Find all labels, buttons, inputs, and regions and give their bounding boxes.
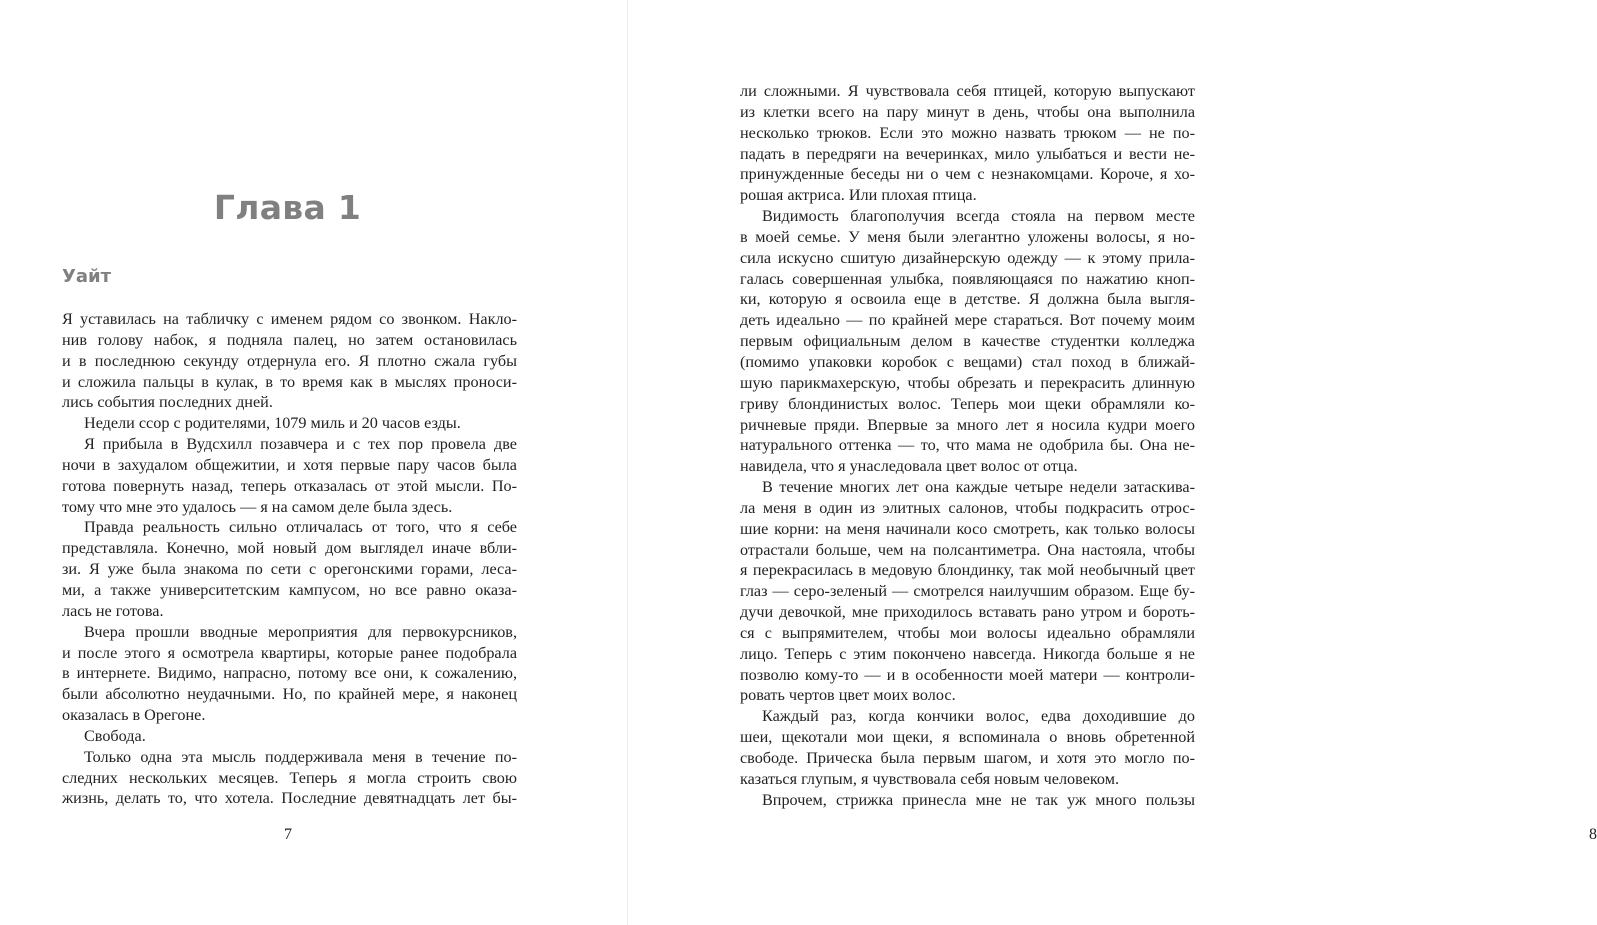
left-page: [0, 0, 627, 925]
text-line: следних нескольких месяцев. Теперь я могла строить свою: [62, 768, 517, 787]
text-line: принужденные беседы ни о чем с незнакомцами. Короче, я хо-: [740, 165, 1195, 184]
text-line: лась не готова.: [62, 601, 164, 620]
text-line: шие корни: на меня начинали косо смотреть, как только волосы: [740, 519, 1195, 538]
page-number-left: 7: [284, 826, 292, 843]
text-line: Я прибыла в Вудсхилл позавчера и с тех пор провела две: [84, 435, 517, 454]
text-line: отрастали больше, чем на полсантиметра. Она настояла, чтобы: [740, 540, 1195, 559]
text-line: из клетки всего на пару минут в день, чтобы она выполнила: [740, 102, 1195, 121]
text-line: я перекрасилась в медовую блондинку, так мой необычный цвет: [740, 561, 1195, 580]
text-line: тому что мне это удалось — я на самом деле была здесь.: [62, 497, 453, 516]
text-line: шую парикмахерскую, чтобы обрезать и перекрасить длинную: [740, 373, 1195, 392]
text-line: ричневые пряди. Впервые за много лет я носила кудри моего: [740, 415, 1195, 434]
text-line: Недели ссор с родителями, 1079 миль и 20 часов езды.: [84, 414, 461, 433]
text-line: и сложила пальцы в кулак, в то время как в мыслях проноси-: [62, 372, 517, 391]
text-line: лись события последних дней.: [62, 393, 273, 412]
text-line: жизнь, делать то, что хотела. Последние девятнадцать лет бы-: [62, 789, 517, 808]
text-line: ровать чертов цвет моих волос.: [740, 686, 956, 705]
text-line: Правда реальность сильно отличалась от того, что я себе: [84, 518, 517, 537]
text-line: первым официальным делом в качестве студентки колледжа: [740, 332, 1195, 351]
right-page-body: [740, 81, 1195, 811]
text-line: навидела, что я унаследовала цвет волос от отца.: [740, 457, 1078, 476]
text-line: и в последнюю секунду отдернула его. Я плотно сжала губы: [62, 351, 517, 370]
text-line: сила искусно сшитую дизайнерскую одежду — к этому прила-: [740, 248, 1195, 267]
text-line: ки, которую я освоила еще в детстве. Я должна была выгля-: [740, 290, 1195, 309]
chapter-title: Глава 1: [213, 188, 362, 227]
text-line: свободе. Прическа была первым шагом, и хотя это могло по-: [740, 749, 1195, 767]
text-line: ла меня в один из элитных салонов, чтобы подкрасить отрос-: [740, 498, 1195, 517]
text-line: галась совершенная улыбка, появляющаяся по нажатию кноп-: [740, 269, 1195, 288]
text-line: Вчера прошли вводные мероприятия для первокурсников,: [84, 622, 517, 641]
text-line: Только одна эта мысль поддерживала меня в течение по-: [84, 747, 517, 766]
text-line: и после этого я осмотрела квартиры, которые ранее подобрала: [62, 643, 517, 662]
text-line: падать в передряги на вечеринках, мило улыбаться и вести не-: [740, 144, 1195, 163]
text-line: гриву блондинистых волос. Теперь мои щеки обрамляли ко-: [740, 394, 1195, 413]
text-line: натурального оттенка — то, что мама не одобрила бы. Она не-: [740, 436, 1195, 455]
text-line: Впрочем, стрижка принесла мне не так уж много пользы: [762, 790, 1195, 809]
text-line: были абсолютно неудачными. Но, по крайней мере, я наконец: [62, 685, 517, 704]
text-line: зи. Я уже была знакома по сети с орегонскими горами, леса-: [62, 560, 517, 579]
text-line: представляла. Конечно, мой новый дом выглядел иначе вбли-: [62, 539, 517, 558]
text-line: деть идеально — по крайней мере стараться. Вот почему моим: [740, 311, 1195, 330]
left-page-body: [62, 309, 517, 809]
text-line: ли сложными. Я чувствовала себя птицей, которую выпускают: [740, 82, 1195, 100]
text-line: в моей семье. У меня были элегантно уложены волосы, я но-: [740, 227, 1195, 246]
text-line: глаз — серо-зеленый — смотрелся наилучшим образом. Еще бу-: [740, 582, 1195, 601]
text-line: ночи в захудалом общежитии, и хотя первые пару часов была: [62, 455, 517, 474]
text-line: нив голову набок, я подняла палец, но затем остановилась: [62, 330, 517, 349]
text-line: оказалась в Орегоне.: [62, 706, 206, 725]
text-line: лицо. Теперь с этим покончено навсегда. Никогда больше я не: [740, 644, 1195, 663]
text-line: в интернете. Видимо, напрасно, потому все они, к сожалению,: [62, 664, 517, 683]
right-page: [628, 0, 1597, 925]
text-line: (помимо упаковки коробок с вещами) стал поход в ближай-: [740, 352, 1195, 371]
text-line: Видимость благополучия всегда стояла на первом месте: [762, 207, 1195, 226]
text-line: позволю кому-то — и в особенности моей матери — контроли-: [740, 665, 1195, 684]
text-line: несколько трюков. Если это можно назвать трюком — не по-: [740, 123, 1195, 142]
text-line: Свобода.: [84, 726, 146, 745]
text-line: дучи девочкой, мне приходилось вставать рано утром и бороть-: [740, 603, 1195, 622]
text-line: рошая актриса. Или плохая птица.: [740, 186, 977, 205]
text-line: Каждый раз, когда кончики волос, едва доходившие до: [762, 707, 1195, 726]
text-line: В течение многих лет она каждые четыре недели затаскива-: [762, 478, 1195, 497]
text-line: Я уставилась на табличку с именем рядом со звонком. Накло-: [62, 310, 517, 328]
text-line: ся с выпрямителем, чтобы мои волосы идеально обрамляли: [740, 623, 1195, 642]
text-line: шеи, щекотали мои щеки, я вспоминала о вновь обретенной: [740, 728, 1195, 747]
text-line: казаться глупым, я чувствовала себя новым человеком.: [740, 769, 1119, 788]
text-line: ми, а также университетским кампусом, но все равно оказа-: [62, 580, 517, 599]
text-line: готова повернуть назад, теперь отказалась от этой мысли. По-: [62, 476, 517, 495]
page-number-right: 8: [1589, 826, 1597, 843]
chapter-subtitle: Уайт: [62, 266, 112, 287]
